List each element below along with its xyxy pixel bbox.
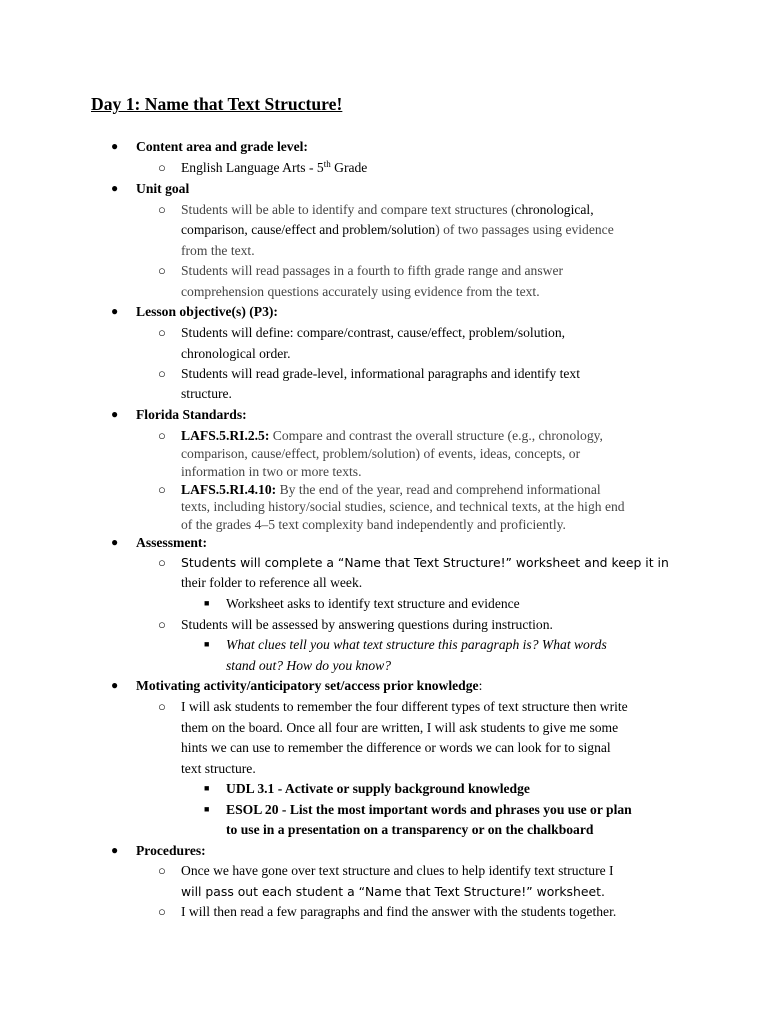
objective-2-line-2: structure.	[181, 386, 232, 401]
procedures-item-2: I will then read a few paragraphs and find the answer with the students together.	[181, 904, 617, 919]
bullet: ○	[158, 482, 166, 497]
bullet: ○	[158, 555, 166, 570]
bullet: ○	[158, 366, 166, 381]
assessment-item-2-sub: What clues tell you what text structure this paragraph is? What words	[226, 637, 607, 652]
florida-standards-heading: Florida Standards:	[136, 407, 247, 422]
bullet: ●	[111, 843, 119, 857]
bullet: ●	[111, 304, 119, 318]
lesson-objectives-heading: Lesson objective(s) (P3):	[136, 304, 278, 319]
unit-goal-item-1-line-2: comparison, cause/effect and problem/solution) of two passages using evidence	[181, 222, 614, 237]
page-title: Day 1: Name that Text Structure!	[91, 94, 343, 114]
bullet: ○	[158, 263, 166, 278]
bullet: ○	[158, 202, 166, 217]
unit-goal-item-2-line-2: comprehension questions accurately using evidence from the text.	[181, 284, 540, 299]
bullet: ○	[158, 699, 166, 714]
assessment-item-2: Students will be assessed by answering questions during instruction.	[181, 617, 553, 632]
motivating-item-1: I will ask students to remember the four different types of text structure then write	[181, 699, 628, 714]
procedures-heading: Procedures:	[136, 843, 206, 858]
motivating-heading: Motivating activity/anticipatory set/access prior knowledge:	[136, 678, 483, 693]
procedures-item-1: Once we have gone over text structure and clues to help identify text structure I	[181, 863, 614, 878]
objective-1: Students will define: compare/contrast, cause/effect, problem/solution,	[181, 325, 566, 340]
standard-1: LAFS.5.RI.2.5: Compare and contrast the overall structure (e.g., chronology,	[181, 428, 603, 443]
assessment-item-2-sub-line-2: stand out? How do you know?	[226, 658, 392, 673]
unit-goal-item-1-line-3: from the text.	[181, 243, 255, 258]
assessment-heading: Assessment:	[136, 535, 207, 550]
bullet: ■	[204, 783, 210, 793]
unit-goal-item-1: Students will be able to identify and compare text structures (chronological,	[181, 202, 594, 217]
bullet: ○	[158, 160, 166, 175]
motivating-item-1-line-4: text structure.	[181, 761, 256, 776]
motivating-item-1-line-3: hints we can use to remember the difference or words we can look for to signal	[181, 740, 611, 755]
bullet: ■	[204, 639, 210, 649]
motivating-item-1-line-2: them on the board. Once all four are written, I will ask students to give me some	[181, 720, 619, 735]
bullet: ●	[111, 535, 119, 549]
bullet: ●	[111, 407, 119, 421]
standard-2-line-2: texts, including history/social studies, science, and technical texts, at the high end	[181, 499, 625, 514]
bullet: ○	[158, 904, 166, 919]
content-area-text: English Language Arts - 5th Grade	[181, 159, 368, 175]
udl-note: UDL 3.1 - Activate or supply background knowledge	[226, 781, 530, 796]
esol-note-line-2: to use in a presentation on a transparency or on the chalkboard	[226, 822, 594, 837]
unit-goal-heading: Unit goal	[136, 181, 190, 196]
bullet: ●	[111, 181, 119, 195]
bullet: ○	[158, 428, 166, 443]
standard-2: LAFS.5.RI.4.10: By the end of the year, read and comprehend informational	[181, 482, 601, 497]
procedures-item-1-line-2: will pass out each student a “Name that Text Structure!” worksheet.	[181, 884, 605, 899]
unit-goal-item-2: Students will read passages in a fourth to fifth grade range and answer	[181, 263, 564, 278]
assessment-item-1-sub: Worksheet asks to identify text structure and evidence	[226, 596, 520, 611]
objective-1-line-2: chronological order.	[181, 346, 291, 361]
standard-2-line-3: of the grades 4–5 text complexity band independently and proficiently.	[181, 517, 566, 532]
bullet: ○	[158, 325, 166, 340]
objective-2: Students will read grade-level, informational paragraphs and identify text	[181, 366, 580, 381]
bullet: ■	[204, 804, 210, 814]
assessment-item-1-line-2: their folder to reference all week.	[181, 575, 363, 590]
bullet: ○	[158, 863, 166, 878]
standard-1-line-3: information in two or more texts.	[181, 464, 362, 479]
esol-note: ESOL 20 - List the most important words and phrases you use or plan	[226, 802, 632, 817]
bullet: ●	[111, 139, 119, 153]
bullet: ■	[204, 598, 210, 608]
bullet: ○	[158, 617, 166, 632]
standard-1-line-2: comparison, cause/effect, problem/solution) of events, ideas, concepts, or	[181, 446, 581, 461]
bullet: ●	[111, 678, 119, 692]
content-area-heading: Content area and grade level:	[136, 139, 308, 154]
assessment-item-1: Students will complete a “Name that Text Structure!” worksheet and keep it in	[181, 555, 669, 570]
